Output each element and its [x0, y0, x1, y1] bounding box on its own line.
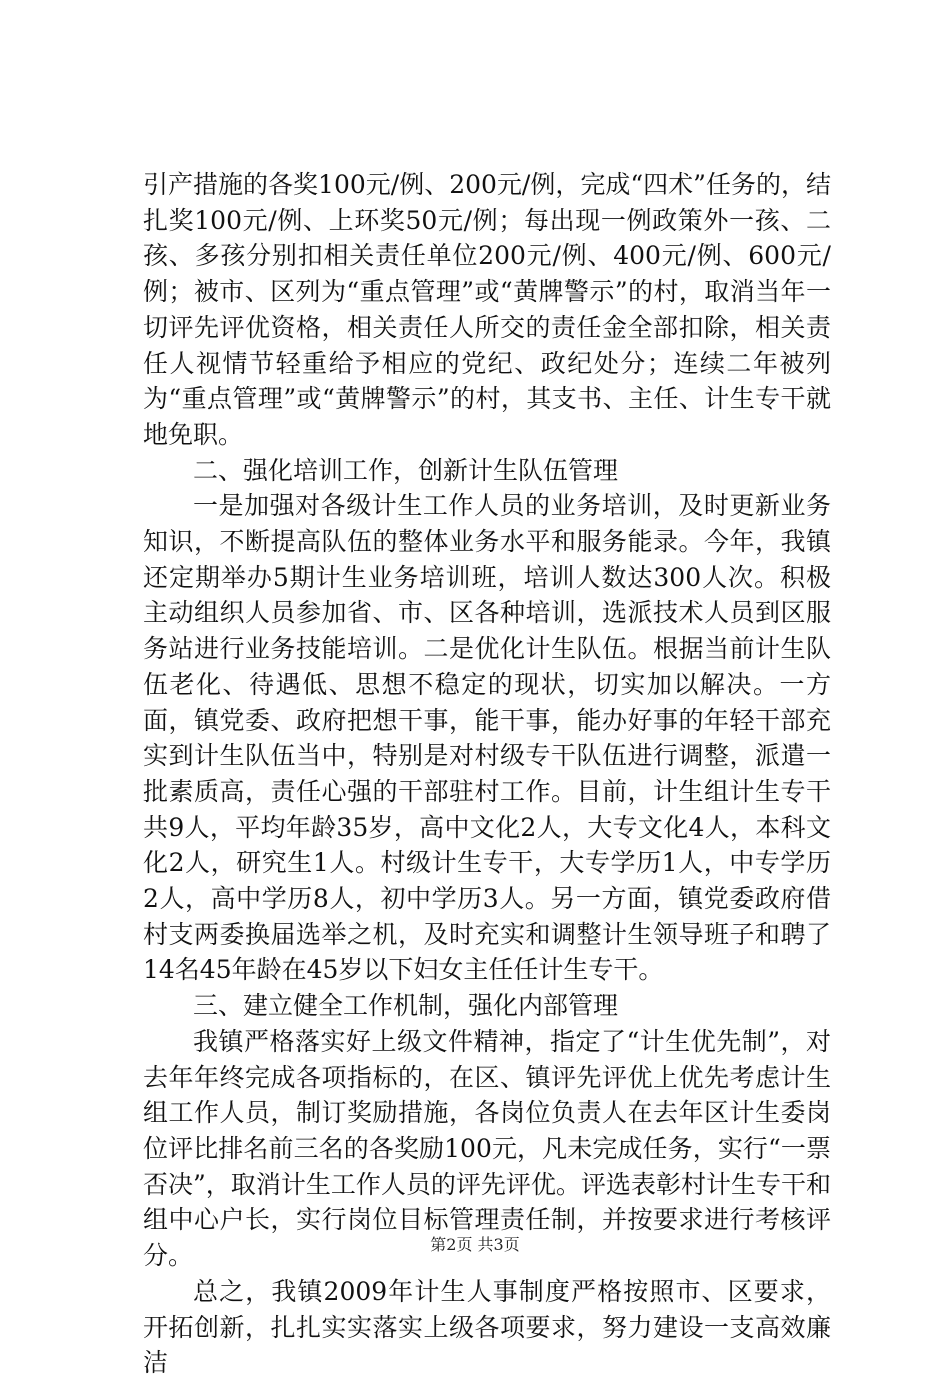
document-body — [143, 167, 831, 1381]
paragraph-continuation: 引产措施的各奖100元/例、200元/例，完成“四术”任务的，结扎奖100元/例、上环奖50元/例；每出现一例政策外一孩、二孩、多孩分别扣相关责任单位200元/例、400元/例、600元/例；被市、区列为“重点管理”或“黄牌警示”的村，取消当年一切评先评优资格，相关责任人所交的责任金全部扣除，相关责任人视情节轻重给予相应的党纪、政纪处分；连续二年被列为“重点管理”或“黄牌警示”的村，其支书、主任、计生专干就地免职。 — [143, 170, 831, 449]
page-number-footer: 第2页 共3页 — [430, 1235, 520, 1254]
section-heading-2: 二、强化培训工作，创新计生队伍管理 — [193, 455, 619, 485]
paragraph-summary: 总之，我镇2009年计生人事制度严格按照市、区要求，开拓创新，扎扎实实落实上级各项要求，努力建设一支高效廉洁 — [143, 1276, 831, 1378]
paragraph-mechanism: 我镇严格落实好上级文件精神，指定了“计生优先制”，对去年年终完成各项指标的，在区、镇评先评优上优先考虑计生组工作人员，制订奖励措施，各岗位负责人在去年区计生委岗位评比排名前三名的各奖励100元，凡未完成任务，实行“一票否决”，取消计生工作人员的评先评优。评选表彰村计生专干和组中心户长，实行岗位目标管理责任制，并按要求进行考核评分。 — [143, 1026, 831, 1271]
paragraph-training: 一是加强对各级计生工作人员的业务培训，及时更新业务知识，不断提高队伍的整体业务水平和服务能录。今年，我镇还定期举办5期计生业务培训班，培训人数达300人次。积极主动组织人员参加省、市、区各种培训，选派技术人员到区服务站进行业务技能培训。二是优化计生队伍。根据当前计生队伍老化、待遇低、思想不稳定的现状，切实加以解决。一方面，镇党委、政府把想干事，能干事，能办好事的年轻干部充实到计生队伍当中，特别是对村级专干队伍进行调整，派遣一批素质高，责任心强的干部驻村工作。目前，计生组计生专干共9人，平均年龄35岁，高中文化2人，大专文化4人，本科文化2人，研究生1人。村级计生专干，大专学历1人，中专学历2人，高中学历8人，初中学历3人。另一方面，镇党委政府借村支两委换届选举之机，及时充实和调整计生领导班子和聘了14名45年龄在45岁以下妇女主任任计生专干。 — [143, 491, 831, 985]
section-heading-3: 三、建立健全工作机制，强化内部管理 — [193, 991, 619, 1021]
